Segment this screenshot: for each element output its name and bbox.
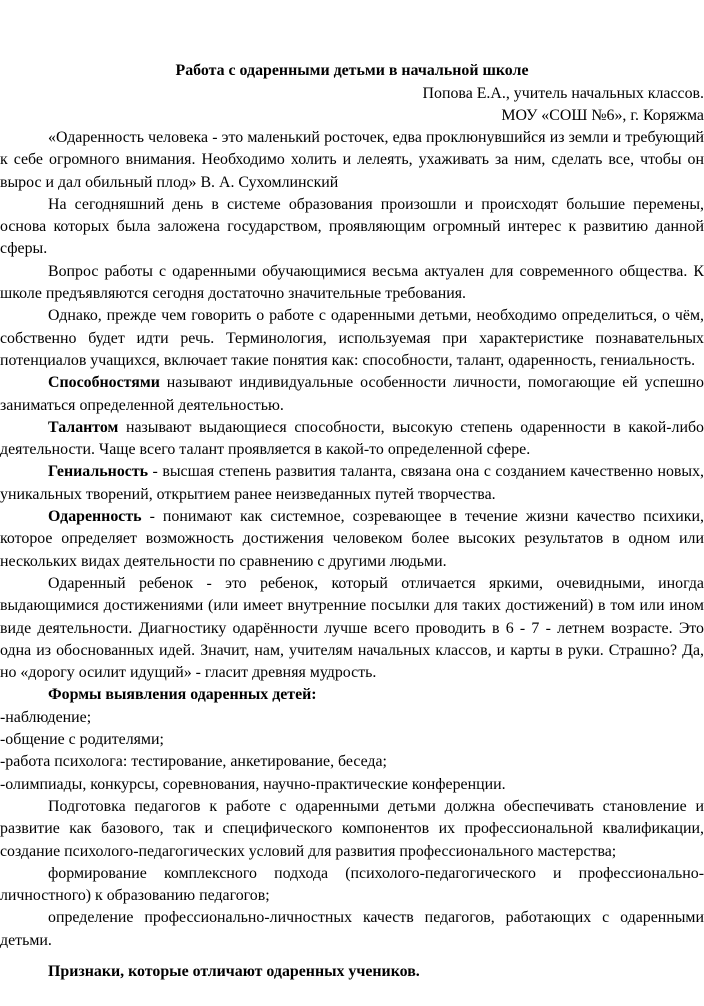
epigraph-paragraph: «Одаренность человека - это маленький росточек, едва проклюнувшийся из земли и требующий к себе огромного внимания. Необходимо холить и лелеять, ухаживать за ним, сделать все, чтобы он вырос и дал обильный плод» В. А. Сухомлинский	[0, 129, 704, 191]
definition-abilities	[0, 372, 704, 417]
definition-text: - высшая степень развития таланта, связана она с созданием качественно новых, уникальных творений, открытием ранее неизведанных путей творчества.	[0, 463, 704, 503]
definition-term: Одаренность	[48, 508, 142, 526]
list-item: -общение с родителями;	[0, 731, 164, 749]
gifted-child-paragraph: Одаренный ребенок - это ребенок, который отличается яркими, очевидными, иногда выдающимися достижениями (или имеет внутренние посылки для таких достижений) в том или ином виде деятельности. Диагностику одарённости лучше всего проводить в 6 - 7 - летнем возрасте. Это одна из обоснованных идей. Значит, нам, учителям начальных классов, и карты в руки. Страшно? Да, но «дорогу осилит идущий» - гласит древняя мудрость.	[0, 574, 704, 682]
author-name-line: Попова Е.А., учитель начальных классов.	[422, 85, 704, 102]
approach-paragraph: формирование комплексного подхода (психолого-педагогического и профессионально-личностного) к образованию педагогов;	[0, 864, 704, 905]
definition-text: - понимают как системное, созревающее в течение жизни качество психики, которое определяет возможность достижения человеком более высоких результатов в одном или нескольких видах деятельности по сравнению с другими людьми.	[0, 508, 704, 570]
list-item: -наблюдение;	[0, 708, 92, 726]
definition-genius	[0, 461, 704, 506]
document-title: Работа с одаренными детьми в начальной школе	[175, 62, 529, 79]
list-item: -работа психолога: тестирование, анкетирование, беседа;	[0, 753, 387, 771]
definition-giftedness	[0, 506, 704, 573]
document-body	[0, 127, 704, 983]
intro-paragraph-3: Однако, прежде чем говорить о работе с одаренными детьми, необходимо определиться, о чём, собственно будет идти речь. Терминология, используемая при характеристике познавательных потенциалов учащихся, включает такие понятия как: способности, талант, одаренность, гениальность.	[0, 307, 704, 369]
intro-paragraph-2: Вопрос работы с одаренными обучающимися весьма актуален для современного общества. К школе предъявляются сегодня достаточно значительные требования.	[0, 262, 704, 303]
definition-talent	[0, 417, 704, 462]
intro-paragraph-1: На сегодняшний день в системе образования произошли и происходят большие перемены, основа которых была заложена государством, проявляющим огромный интерес к развитию данной сферы.	[0, 195, 704, 258]
qualities-paragraph: определение профессионально-личностных качеств педагогов, работающих с одаренными детьми.	[0, 909, 704, 949]
list-item: -олимпиады, конкурсы, соревнования, научно-практические конференции.	[0, 775, 506, 793]
author-school-line: МОУ «СОШ №6», г. Коряжма	[501, 107, 704, 124]
definition-term: Способностями	[48, 374, 160, 392]
forms-heading: Формы выявления одаренных детей:	[48, 686, 317, 704]
definition-text: называют индивидуальные особенности личности, помогающие ей успешно заниматься определенной деятельностью.	[0, 374, 704, 414]
definition-term: Гениальность	[48, 463, 149, 481]
definition-term: Талантом	[48, 418, 119, 436]
definition-text: называют выдающиеся способности, высокую степень одаренности в какой-либо деятельности. Чаще всего талант проявляется в какой-то определенной сфере.	[0, 418, 704, 459]
signs-heading: Признаки, которые отличают одаренных учеников.	[48, 962, 420, 980]
teacher-training-paragraph: Подготовка педагогов к работе с одаренными детьми должна обеспечивать становление и развитие как базового, так и специфического компонентов их профессиональной квалификации, создание психолого-педагогических условий для развития профессионального мастерства;	[0, 797, 704, 860]
